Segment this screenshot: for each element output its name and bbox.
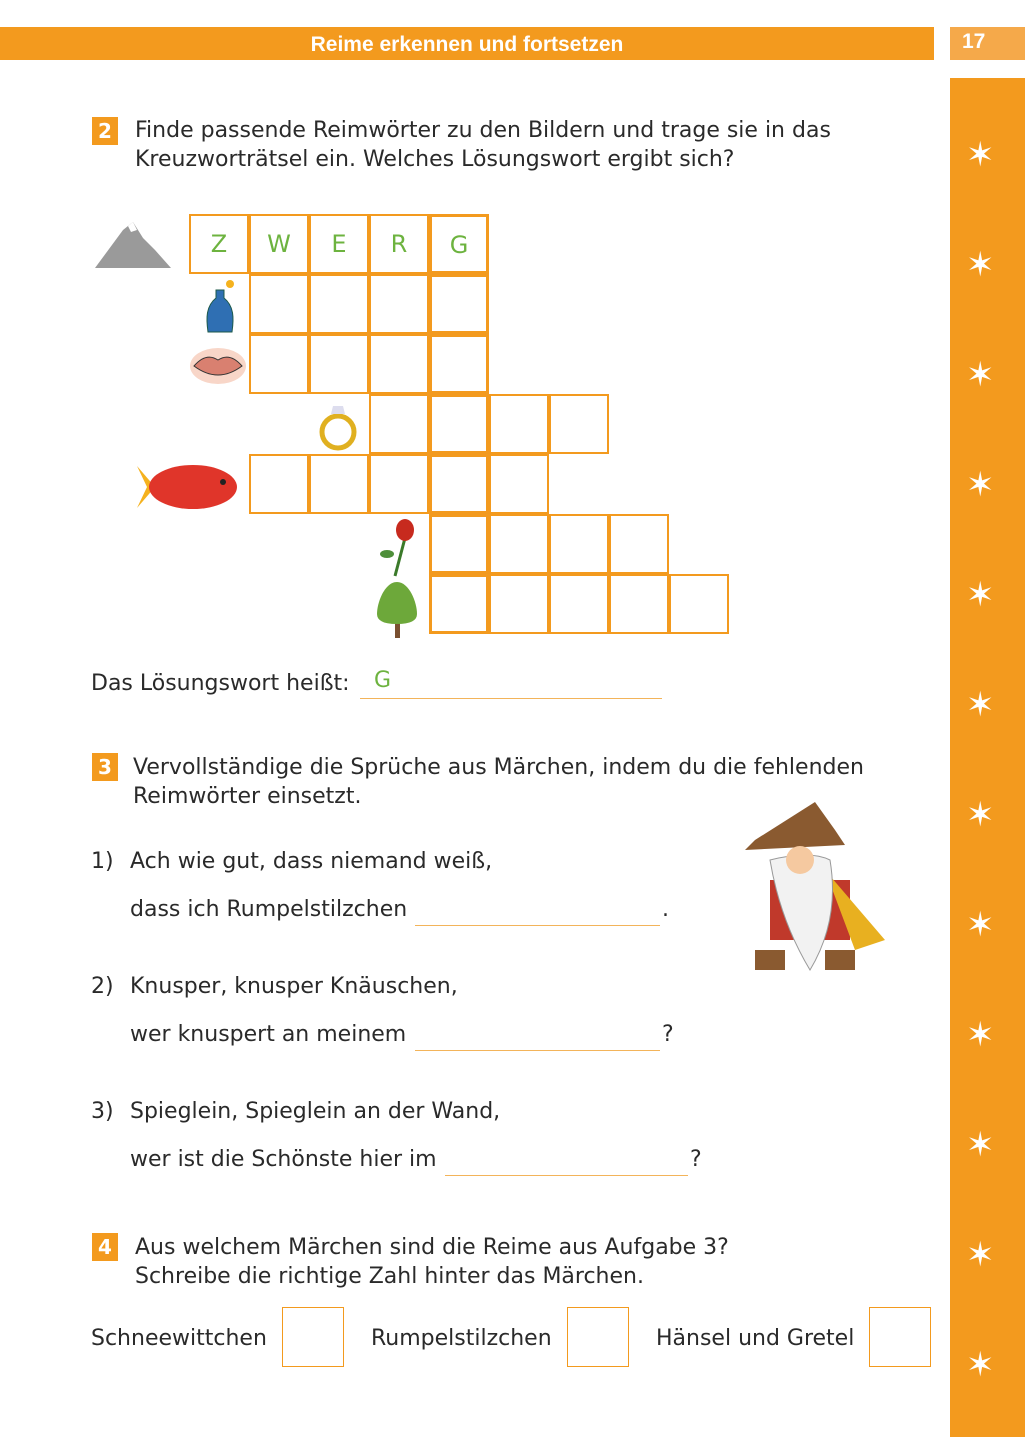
solution-cell[interactable] <box>429 214 489 274</box>
task-number: 3 <box>92 753 118 781</box>
tale-label: Rumpelstilzchen <box>371 1326 552 1351</box>
solution-cell[interactable] <box>429 514 489 574</box>
verse-line: Ach wie gut, dass niemand weiß, <box>130 849 493 874</box>
crossword-cell[interactable] <box>249 454 309 514</box>
star-icon: ✶ <box>966 465 995 505</box>
solution-cell[interactable] <box>429 574 489 634</box>
task-number: 2 <box>92 117 118 145</box>
mountain-icon <box>93 220 173 270</box>
crossword-cell[interactable] <box>369 214 429 274</box>
punctuation: ? <box>662 1022 674 1047</box>
verse-line: wer ist die Schönste hier im <box>130 1147 437 1172</box>
crossword-cell[interactable] <box>309 274 369 334</box>
crossword-cell[interactable] <box>489 574 549 634</box>
crossword-cell[interactable] <box>309 334 369 394</box>
crossword-cell[interactable] <box>489 394 549 454</box>
rose-icon <box>375 518 420 578</box>
star-icon: ✶ <box>966 245 995 285</box>
crossword-cell[interactable] <box>549 514 609 574</box>
task-number: 4 <box>92 1233 118 1261</box>
crossword-cell[interactable] <box>369 394 429 454</box>
tree-icon <box>375 580 420 640</box>
tale-label: Hänsel und Gretel <box>656 1326 855 1351</box>
crossword-cell[interactable] <box>549 574 609 634</box>
page-number: 17 <box>950 27 1025 60</box>
verse-number: 2) <box>91 974 114 999</box>
verse-number: 1) <box>91 849 114 874</box>
cell-letter: R <box>390 230 408 258</box>
crossword-cell[interactable] <box>669 574 729 634</box>
solution-cell[interactable] <box>429 334 489 394</box>
task2-instruction: Finde passende Reimwörter zu den Bildern und trage sie in das Kreuzworträtsel ein. Welches Lösungswort ergibt sich? <box>135 118 831 172</box>
crossword-cell[interactable] <box>609 514 669 574</box>
verse-line: Knusper, knusper Knäuschen, <box>130 974 458 999</box>
vase-icon <box>200 278 240 336</box>
crossword-cell[interactable] <box>249 214 309 274</box>
star-icon: ✶ <box>966 575 995 615</box>
crossword-cell[interactable] <box>249 274 309 334</box>
cell-letter: E <box>331 230 347 258</box>
crossword-cell[interactable] <box>309 454 369 514</box>
crossword-cell[interactable] <box>609 574 669 634</box>
crossword-cell[interactable] <box>549 394 609 454</box>
decorative-sidebar <box>950 78 1025 1437</box>
star-icon: ✶ <box>966 1345 995 1385</box>
star-icon: ✶ <box>966 1015 995 1055</box>
task3-instruction: Vervollständige die Sprüche aus Märchen, indem du die fehlenden Reimwörter einsetzt. <box>133 755 864 809</box>
crossword-cell[interactable] <box>309 214 369 274</box>
fish-icon <box>135 458 240 516</box>
solution-cell[interactable] <box>429 454 489 514</box>
dwarf-illustration <box>725 800 890 980</box>
crossword-cell[interactable] <box>189 214 249 274</box>
cell-letter: G <box>449 231 469 259</box>
page-title: Reime erkennen und fortsetzen <box>0 27 934 60</box>
solution-label: Das Lösungswort heißt: <box>91 671 350 696</box>
crossword-cell[interactable] <box>369 454 429 514</box>
verse-line: wer knuspert an meinem <box>130 1022 407 1047</box>
crossword-cell[interactable] <box>369 274 429 334</box>
star-icon: ✶ <box>966 795 995 835</box>
ring-icon <box>315 400 361 452</box>
solution-cell[interactable] <box>429 274 489 334</box>
star-icon: ✶ <box>966 1235 995 1275</box>
rhyme-answer-input[interactable] <box>415 895 660 926</box>
star-icon: ✶ <box>966 685 995 725</box>
star-icon: ✶ <box>966 905 995 945</box>
rhyme-answer-input[interactable] <box>445 1145 688 1176</box>
solution-cell[interactable] <box>429 394 489 454</box>
punctuation: . <box>662 897 669 922</box>
solution-input[interactable]: G <box>360 668 662 699</box>
tale-answer-box[interactable] <box>567 1307 629 1367</box>
tale-answer-box[interactable] <box>282 1307 344 1367</box>
crossword-cell[interactable] <box>249 334 309 394</box>
crossword-cell[interactable] <box>489 514 549 574</box>
verse-line: dass ich Rumpelstilzchen <box>130 897 408 922</box>
tale-label: Schneewittchen <box>91 1326 267 1351</box>
cell-letter: Z <box>210 230 228 258</box>
cell-letter: W <box>267 230 291 258</box>
star-icon: ✶ <box>966 1125 995 1165</box>
tale-answer-box[interactable] <box>869 1307 931 1367</box>
verse-line: Spieglein, Spieglein an der Wand, <box>130 1099 501 1124</box>
task4-instruction: Aus welchem Märchen sind die Reime aus Aufgabe 3? Schreibe die richtige Zahl hinter das Märchen. <box>135 1235 729 1289</box>
crossword-cell[interactable] <box>489 454 549 514</box>
verse-number: 3) <box>91 1099 114 1124</box>
lips-icon <box>188 345 248 387</box>
star-icon: ✶ <box>966 355 995 395</box>
punctuation: ? <box>690 1147 702 1172</box>
star-icon: ✶ <box>966 135 995 175</box>
rhyme-answer-input[interactable] <box>415 1020 660 1051</box>
crossword-cell[interactable] <box>369 334 429 394</box>
